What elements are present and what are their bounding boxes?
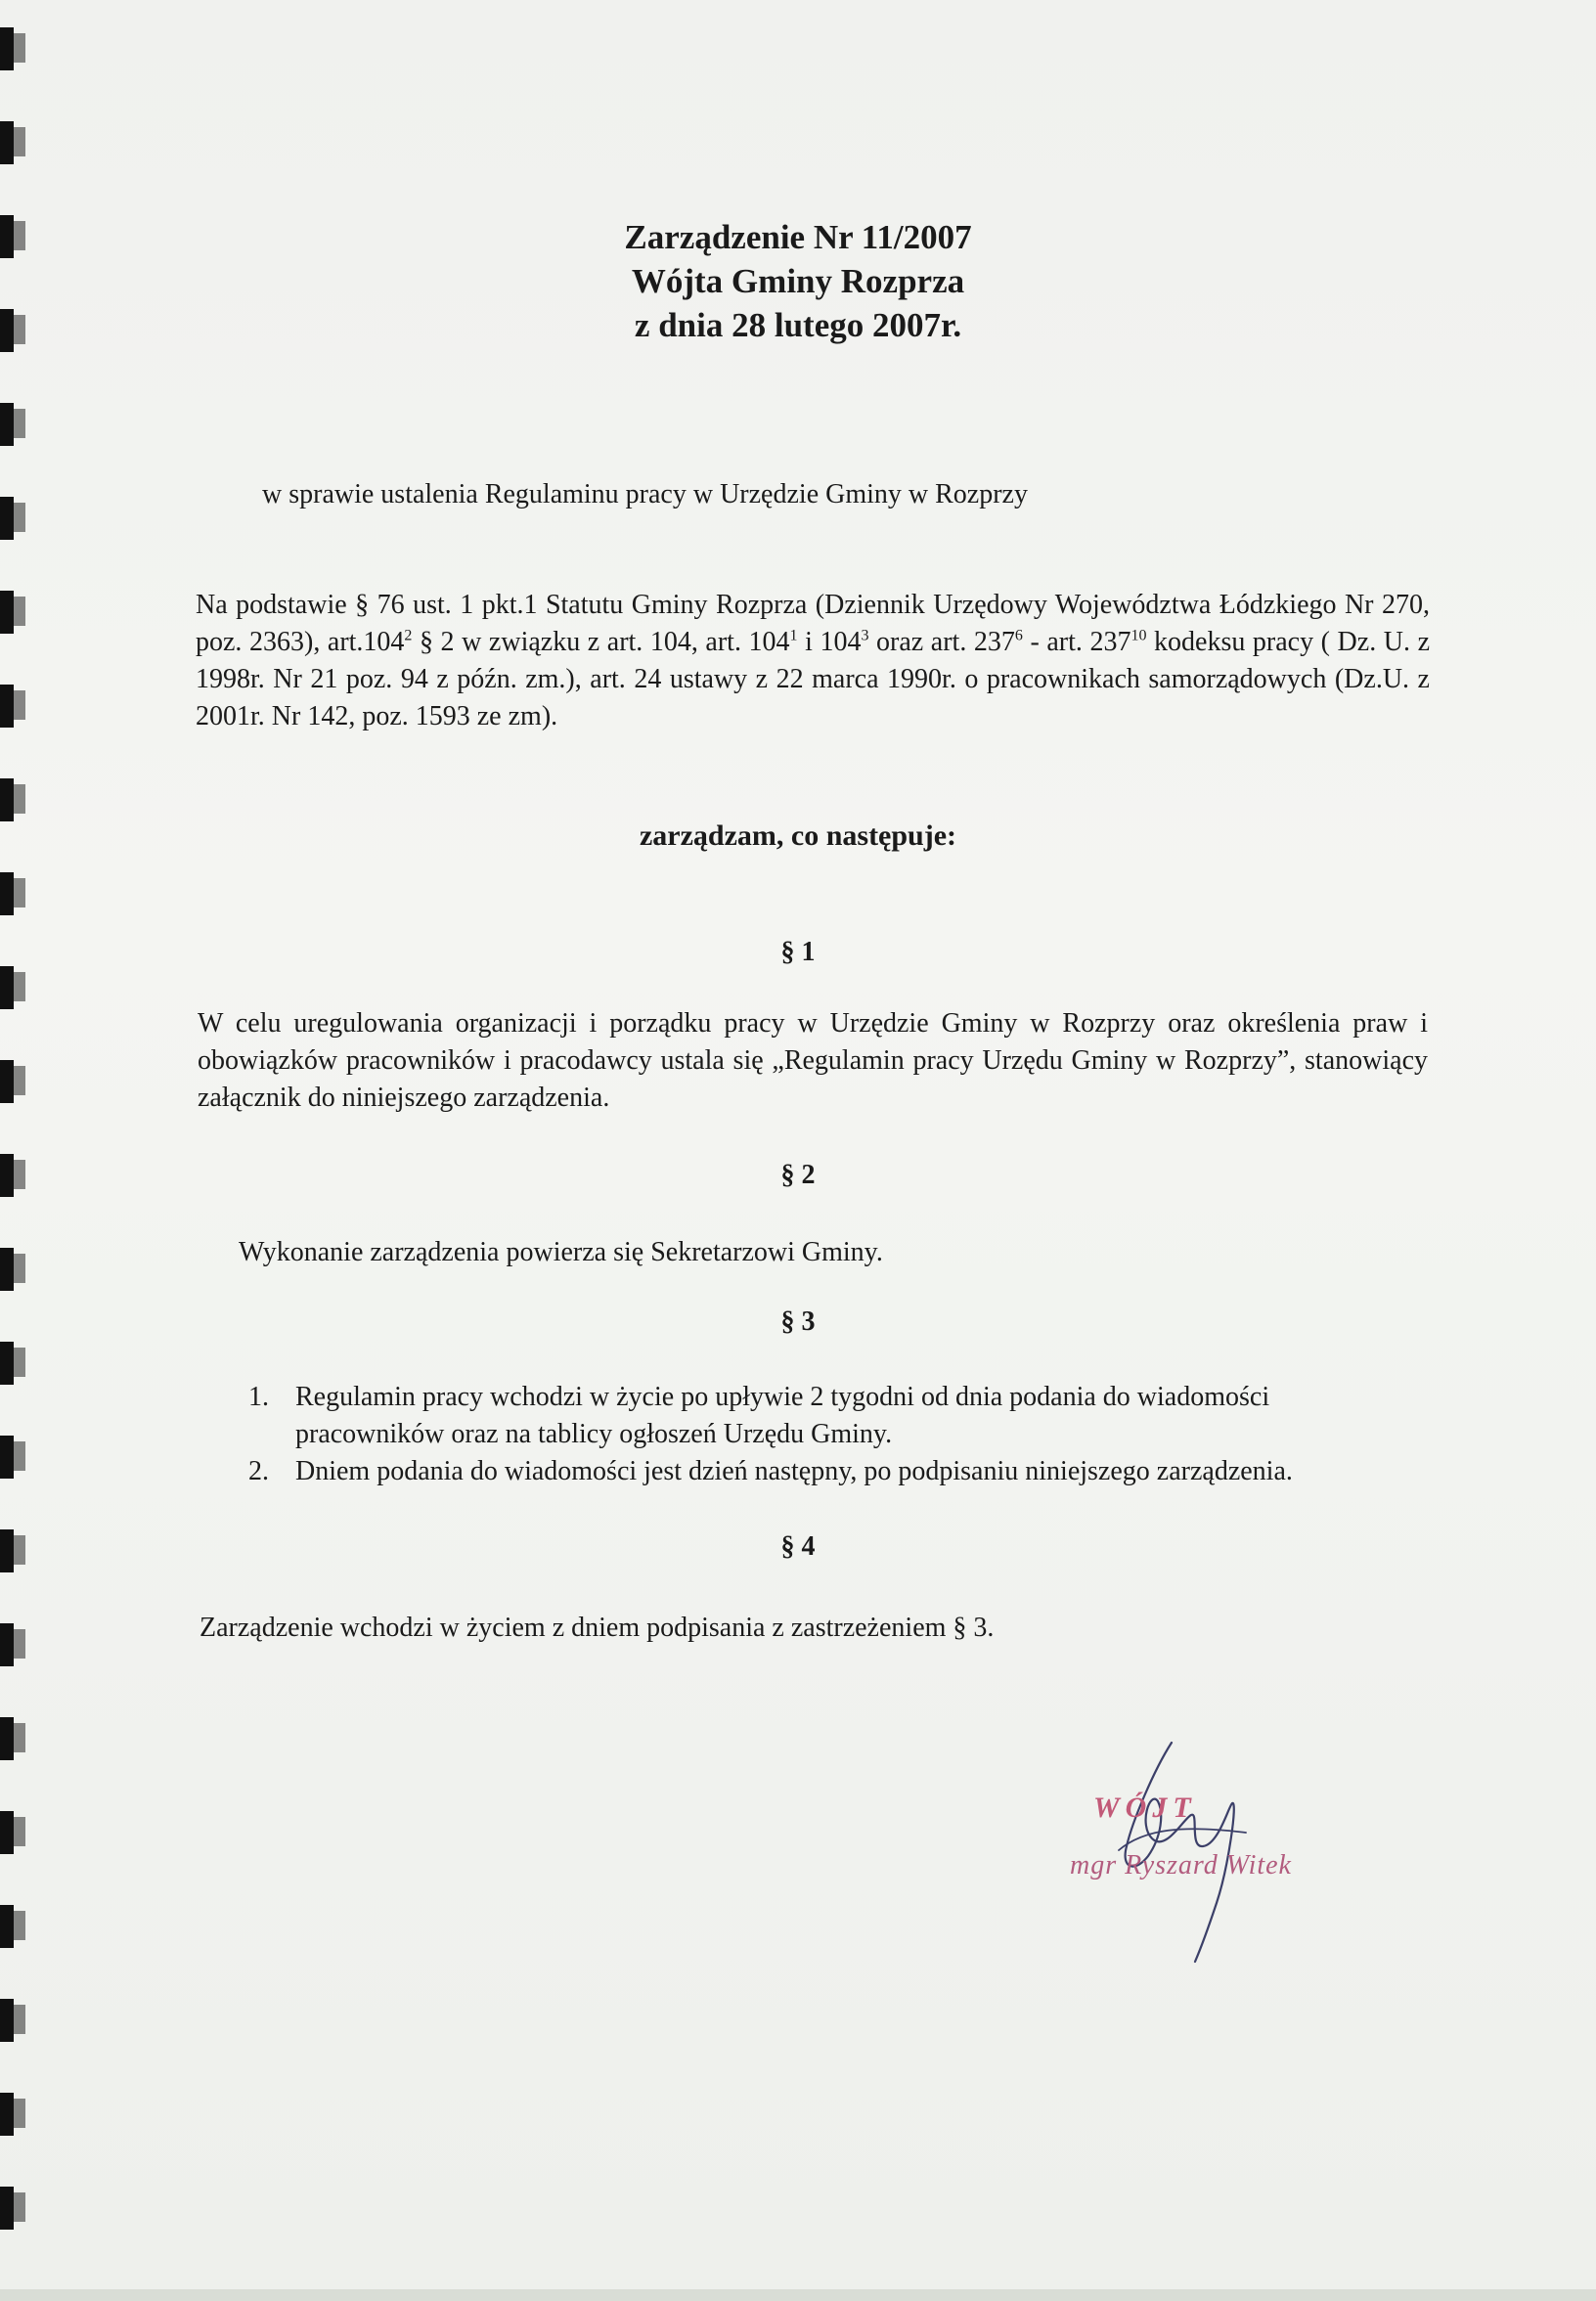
binding-hole xyxy=(0,2093,14,2136)
legal-superscript: 2 xyxy=(404,627,413,644)
page-bottom-edge xyxy=(0,2289,1596,2301)
binding-hole xyxy=(0,27,14,70)
binding-hole xyxy=(0,1342,14,1385)
legal-text-part: § 2 w związku z art. 104, art. 104 xyxy=(412,627,790,657)
title-line-1: Zarządzenie Nr 11/2007 xyxy=(624,218,972,256)
section-2-text: Wykonanie zarządzenia powierza się Sekretarzowi Gminy. xyxy=(239,1237,883,1267)
binding-hole xyxy=(0,497,14,540)
legal-superscript: 1 xyxy=(789,627,798,644)
section-1-text: W celu uregulowania organizacji i porządku pracy w Urzędzie Gminy w Rozprzy oraz określenia praw i obowiązków pracowników i pracodawcy ustala się „Regulamin pracy Urzędu Gminy w Rozprzy”, stanowiący załącznik do niniejszego zarządzenia. xyxy=(198,1008,1428,1113)
binding-hole xyxy=(0,1999,14,2042)
handwritten-signature xyxy=(1037,1731,1350,1966)
section-4-text: Zarządzenie wchodzi w życiem z dniem podpisania z zastrzeżeniem § 3. xyxy=(200,1613,995,1643)
binding-hole xyxy=(0,1717,14,1760)
binding-hole xyxy=(0,1811,14,1854)
binding-hole xyxy=(0,685,14,728)
list-item xyxy=(241,1453,1355,1490)
binding-hole xyxy=(0,872,14,915)
binding-hole xyxy=(0,1060,14,1103)
legal-text-part: i 104 xyxy=(797,627,862,657)
binding-hole xyxy=(0,403,14,446)
document-title xyxy=(0,215,1596,347)
binding-hole xyxy=(0,778,14,821)
list-item-text: Dniem podania do wiadomości jest dzień następny, po podpisaniu niniejszego zarządzenia. xyxy=(295,1456,1293,1486)
list-item xyxy=(241,1379,1355,1453)
binding-hole xyxy=(0,1248,14,1291)
stamp-title: WÓJT xyxy=(1093,1792,1197,1824)
binding-hole xyxy=(0,1436,14,1479)
legal-superscript: 10 xyxy=(1130,627,1147,644)
binding-hole xyxy=(0,1623,14,1666)
binding-hole xyxy=(0,966,14,1009)
legal-basis-paragraph xyxy=(196,587,1430,735)
binding-hole xyxy=(0,1905,14,1948)
binding-hole xyxy=(0,2187,14,2230)
section-heading-4: § 4 xyxy=(780,1531,816,1562)
list-item-number: 1. xyxy=(248,1382,269,1412)
document-subject: w sprawie ustalenia Regulaminu pracy w Urzędzie Gminy w Rozprzy xyxy=(262,479,1028,509)
section-3-list xyxy=(241,1379,1355,1490)
title-line-2: Wójta Gminy Rozprza xyxy=(631,262,965,300)
binding-hole xyxy=(0,591,14,634)
legal-superscript: 3 xyxy=(861,627,869,644)
legal-text-part: oraz art. 237 xyxy=(868,627,1015,657)
legal-text-part: - art. 237 xyxy=(1022,627,1131,657)
section-heading-2: § 2 xyxy=(780,1160,816,1190)
order-phrase: zarządzam, co następuje: xyxy=(639,819,957,852)
stamp-name: mgr Ryszard Witek xyxy=(1070,1850,1292,1881)
legal-text-part: Na podstawie § 76 ust. 1 pkt.1 Statutu Gminy Rozprza (Dziennik Urzędowy Województwa Łódzkiego Nr 270, poz. 2363), art.104 xyxy=(196,590,1430,657)
title-line-3: z dnia 28 lutego 2007r. xyxy=(634,306,962,344)
section-heading-1: § 1 xyxy=(780,937,816,967)
section-heading-3: § 3 xyxy=(780,1306,816,1337)
legal-text-part: kodeksu pracy ( Dz. U. z 1998r. Nr 21 poz. 94 z późn. zm.), art. 24 ustawy z 22 marca 1990r. o pracownikach samorządowych (Dz.U. z 2001r. Nr 142, poz. 1593 ze zm). xyxy=(196,627,1430,731)
legal-superscript: 6 xyxy=(1014,627,1023,644)
list-item-text: Regulamin pracy wchodzi w życie po upływie 2 tygodni od dnia podania do wiadomości pracowników oraz na tablicy ogłoszeń Urzędu Gminy. xyxy=(295,1382,1270,1449)
binding-hole xyxy=(0,121,14,164)
list-item-number: 2. xyxy=(248,1456,269,1486)
